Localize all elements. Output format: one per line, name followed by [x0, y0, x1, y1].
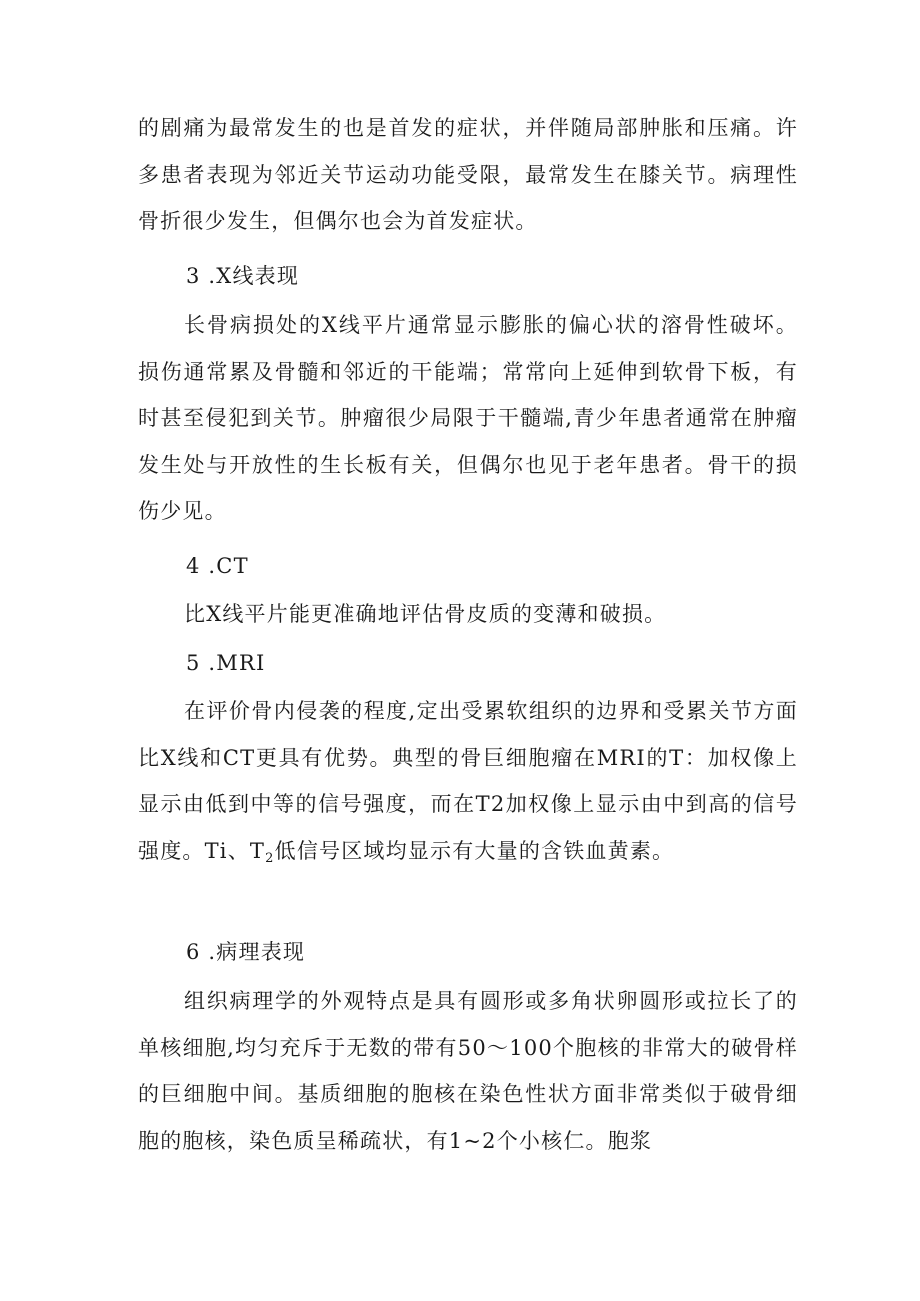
heading-mri: 5 .MRI [186, 651, 266, 675]
mri-subscript: 2 [265, 850, 275, 866]
mri-text-tail: 低信号区域均显示有大量的含铁血黄素。 [274, 838, 675, 863]
heading-ct: 4 .CT [186, 554, 249, 578]
paragraph-mri [138, 688, 798, 874]
paragraph-pathology: 组织病理学的外观特点是具有圆形或多角状卵圆形或拉长了的单核细胞,均匀充斥于无数的带有50～100个胞核的非常大的破骨样的巨细胞中间。基质细胞的胞核在染色性状方面非常类似于破骨细胞的胞核，染色质呈稀疏状，有1~2个小核仁。胞浆 [138, 989, 798, 1153]
paragraph-xray: 长骨病损处的X线平片通常显示膨胀的偏心状的溶骨性破坏。损伤通常累及骨髓和邻近的干能端；常常向上延伸到软骨下板，有时甚至侵犯到关节。肿瘤很少局限于干髓端,青少年患者通常在肿瘤发生处与开放性的生长板有关，但偶尔也见于老年患者。骨干的损伤少见。 [138, 313, 798, 523]
paragraph-symptoms: 的剧痛为最常发生的也是首发的症状，并伴随局部肿胀和压痛。许多患者表现为邻近关节运动功能受限，最常发生在膝关节。病理性骨折很少发生，但偶尔也会为首发症状。 [138, 116, 798, 233]
heading-xray: 3 .X线表现 [186, 264, 300, 288]
heading-pathology: 6 .病理表现 [186, 940, 306, 964]
paragraph-ct: 比X线平片能更准确地评估骨皮质的变薄和破损。 [184, 602, 667, 626]
mri-text: 在评价骨内侵袭的程度,定出受累软组织的边界和受累关节方面比X线和CT更具有优势。典型的骨巨细胞瘤在MRI的T：加权像上显示由低到中等的信号强度，而在T2加权像上显示由中到高的信号强度。Ti、T [138, 699, 798, 863]
